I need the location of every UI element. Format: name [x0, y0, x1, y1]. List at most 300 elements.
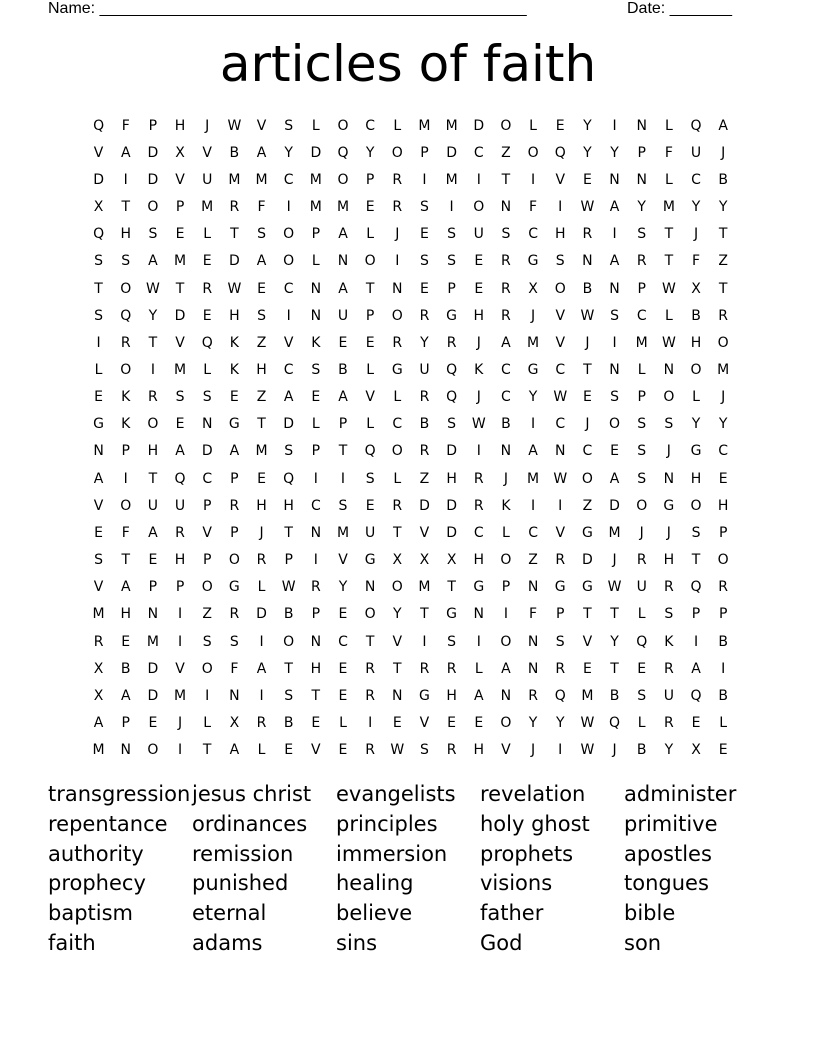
grid-letter: M [527, 470, 540, 487]
grid-letter: W [390, 742, 405, 759]
grid-letter: E [474, 280, 484, 297]
grid-letter: S [447, 633, 457, 650]
grid-letter: S [229, 633, 239, 650]
grid-letter: D [93, 171, 104, 188]
grid-letter: S [447, 253, 457, 270]
grid-letter: S [691, 524, 701, 541]
word-bank-item: authority [48, 841, 144, 866]
word-bank-item: tongues [624, 871, 709, 896]
grid-letter: K [501, 497, 511, 514]
grid-letter: I [205, 687, 210, 704]
grid-letter: X [93, 660, 104, 677]
grid-letter: O [201, 660, 213, 677]
date-field-label: Date: _______ [627, 0, 732, 17]
grid-letter: H [174, 117, 186, 134]
grid-letter: P [121, 443, 130, 460]
grid-letter: Z [419, 470, 430, 487]
grid-letter: F [529, 606, 538, 623]
grid-letter: V [555, 171, 566, 188]
grid-letter: A [528, 443, 538, 460]
grid-letter: Q [609, 715, 621, 732]
grid-letter: W [580, 742, 595, 759]
grid-letter: V [582, 633, 593, 650]
grid-letter: E [718, 742, 728, 759]
grid-letter: S [284, 443, 294, 460]
grid-letter: T [365, 633, 375, 650]
grid-letter: I [313, 552, 318, 569]
grid-letter: N [93, 443, 104, 460]
grid-letter: M [662, 199, 675, 216]
grid-letter: V [501, 742, 511, 759]
grid-letter: E [338, 687, 348, 704]
grid-letter: Q [690, 687, 702, 704]
grid-letter: V [93, 144, 104, 161]
grid-letter: C [283, 361, 294, 378]
word-bank [48, 781, 768, 960]
grid-letter: V [365, 389, 375, 406]
grid-letter: V [202, 524, 212, 541]
word-bank-item: adams [192, 930, 263, 955]
grid-letter: U [147, 497, 159, 514]
grid-letter: R [392, 497, 403, 514]
word-bank-item: punished [192, 871, 289, 896]
grid-letter: N [473, 606, 484, 623]
grid-letter: Q [554, 687, 566, 704]
word-bank-item: holy ghost [480, 811, 590, 836]
grid-letter: A [338, 280, 348, 297]
grid-letter: R [446, 742, 457, 759]
word-bank-item: father [480, 901, 544, 926]
grid-letter: D [609, 497, 620, 514]
grid-letter: M [255, 171, 268, 188]
grid-letter: E [257, 280, 266, 297]
grid-letter: I [286, 199, 291, 216]
grid-letter: H [174, 552, 186, 569]
word-bank-item: visions [480, 871, 553, 896]
grid-letter: D [446, 443, 457, 460]
grid-letter: Y [528, 715, 538, 732]
grid-letter: T [230, 226, 239, 243]
grid-letter: Q [174, 470, 186, 487]
grid-letter: H [120, 606, 131, 623]
grid-letter: L [311, 416, 320, 433]
grid-letter: C [283, 280, 294, 297]
grid-letter: S [284, 687, 294, 704]
grid-letter: T [420, 606, 429, 623]
grid-letter: A [338, 226, 348, 243]
word-bank-item: principles [336, 811, 438, 836]
grid-letter: B [691, 307, 701, 324]
grid-letter: W [580, 199, 595, 216]
grid-letter: E [718, 470, 728, 487]
grid-letter: Y [555, 715, 565, 732]
grid-letter: N [120, 742, 131, 759]
grid-letter: T [583, 606, 592, 623]
grid-letter: R [446, 660, 457, 677]
grid-letter: B [718, 171, 728, 188]
grid-letter: Q [636, 633, 648, 650]
grid-letter: V [419, 524, 430, 541]
grid-letter: P [637, 280, 646, 297]
grid-letter: A [501, 334, 511, 351]
grid-letter: K [311, 334, 321, 351]
grid-letter: V [93, 497, 104, 514]
word-bank-item: prophecy [48, 871, 146, 896]
grid-letter: Y [718, 199, 728, 216]
grid-letter: D [446, 524, 457, 541]
grid-letter: L [664, 171, 673, 188]
grid-letter: J [721, 144, 726, 161]
grid-letter: Y [338, 579, 348, 596]
grid-letter: M [228, 171, 241, 188]
grid-letter: P [311, 606, 321, 623]
grid-letter: R [229, 199, 240, 216]
grid-letter: Y [583, 117, 592, 134]
grid-letter: B [636, 742, 647, 759]
grid-letter: V [555, 334, 566, 351]
grid-letter: G [581, 524, 593, 541]
grid-letter: P [148, 579, 158, 596]
grid-letter: Z [202, 606, 212, 623]
grid-letter: O [554, 280, 566, 297]
grid-letter: O [391, 579, 403, 596]
grid-letter: T [148, 470, 158, 487]
grid-letter: E [610, 443, 619, 460]
grid-letter: J [693, 226, 699, 243]
grid-letter: R [718, 307, 729, 324]
word-bank-item: remission [192, 841, 294, 866]
grid-letter: C [555, 361, 566, 378]
grid-letter: X [419, 552, 430, 569]
grid-letter: Q [201, 334, 213, 351]
grid-letter: D [473, 117, 485, 134]
grid-letter: E [202, 253, 212, 270]
grid-letter: S [94, 307, 104, 324]
grid-letter: N [554, 443, 566, 460]
grid-letter: B [283, 606, 294, 623]
grid-letter: U [636, 579, 647, 596]
grid-letter: W [607, 579, 622, 596]
grid-letter: A [609, 199, 620, 216]
grid-letter: U [174, 497, 186, 514]
grid-letter: D [256, 606, 267, 623]
grid-letter: N [500, 687, 512, 704]
grid-letter: N [636, 171, 647, 188]
grid-letter: S [148, 226, 158, 243]
grid-letter: F [529, 199, 538, 216]
grid-letter: A [691, 660, 701, 677]
grid-letter: U [419, 361, 430, 378]
grid-letter: E [365, 334, 375, 351]
grid-letter: R [555, 552, 566, 569]
grid-letter: E [338, 742, 348, 759]
grid-letter: Z [582, 497, 593, 514]
grid-letter: E [582, 171, 592, 188]
grid-letter: N [310, 524, 322, 541]
grid-letter: E [257, 470, 266, 487]
grid-letter: A [609, 470, 620, 487]
grid-letter: I [286, 307, 291, 324]
grid-letter: E [175, 416, 185, 433]
grid-letter: D [147, 660, 159, 677]
grid-letter: E [582, 660, 592, 677]
grid-letter: H [256, 497, 267, 514]
grid-letter: N [609, 171, 620, 188]
grid-letter: A [148, 524, 158, 541]
header [48, 0, 748, 20]
grid-letter: R [473, 497, 484, 514]
grid-letter: H [229, 307, 240, 324]
grid-letter: J [259, 524, 264, 541]
grid-letter: Y [610, 144, 619, 161]
grid-letter: N [663, 361, 675, 378]
grid-letter: L [94, 361, 103, 378]
grid-letter: H [446, 470, 457, 487]
grid-letter: T [718, 280, 728, 297]
grid-letter: G [228, 579, 240, 596]
grid-letter: G [228, 416, 240, 433]
grid-letter: B [338, 361, 348, 378]
grid-letter: Q [93, 226, 105, 243]
grid-letter: C [283, 171, 294, 188]
grid-letter: T [447, 579, 456, 596]
grid-letter: N [663, 470, 675, 487]
grid-letter: X [93, 687, 104, 704]
grid-letter: J [177, 715, 183, 732]
grid-letter: E [474, 715, 484, 732]
grid-letter: H [310, 660, 322, 677]
grid-letter: W [145, 280, 160, 297]
grid-letter: B [229, 144, 240, 161]
grid-letter: I [313, 470, 318, 487]
grid-letter: A [120, 144, 131, 161]
grid-letter: B [582, 280, 593, 297]
grid-letter: L [311, 117, 320, 134]
grid-letter: P [230, 524, 239, 541]
grid-letter: Y [284, 144, 293, 161]
grid-letter: A [256, 144, 267, 161]
grid-letter: X [691, 280, 701, 297]
grid-letter: Y [420, 334, 429, 351]
grid-letter: B [609, 687, 620, 704]
grid-letter: F [230, 660, 239, 677]
word-bank-item: bible [624, 901, 676, 926]
grid-letter: E [420, 226, 429, 243]
grid-letter: Q [283, 470, 295, 487]
grid-letter: M [255, 443, 268, 460]
word-bank-item: evangelists [336, 782, 456, 806]
grid-letter: O [391, 307, 403, 324]
grid-letter: U [365, 524, 376, 541]
grid-letter: H [147, 443, 159, 460]
grid-letter: Y [691, 199, 701, 216]
grid-letter: R [229, 497, 240, 514]
grid-letter: H [473, 742, 485, 759]
grid-letter: L [637, 606, 646, 623]
grid-letter: A [148, 253, 158, 270]
grid-letter: S [202, 389, 212, 406]
grid-letter: M [146, 633, 159, 650]
grid-letter: L [692, 389, 700, 406]
grid-letter: T [284, 524, 293, 541]
grid-letter: H [554, 226, 566, 243]
grid-letter: Y [718, 416, 728, 433]
grid-letter: H [690, 334, 702, 351]
grid-letter: T [691, 552, 701, 569]
grid-letter: Z [256, 389, 267, 406]
grid-letter: W [580, 307, 595, 324]
grid-letter: S [338, 497, 348, 514]
grid-letter: M [445, 171, 458, 188]
grid-letter: N [392, 280, 403, 297]
grid-letter: A [338, 389, 348, 406]
grid-letter: B [501, 416, 511, 433]
grid-letter: R [582, 226, 593, 243]
grid-letter: R [148, 389, 158, 406]
grid-letter: N [310, 633, 322, 650]
grid-letter: J [503, 470, 508, 487]
grid-letter: L [366, 416, 375, 433]
grid-letter: A [120, 687, 131, 704]
grid-letter: C [718, 443, 729, 460]
grid-letter: R [419, 443, 430, 460]
grid-letter: D [310, 144, 322, 161]
grid-letter: X [229, 715, 240, 732]
grid-letter: B [718, 687, 728, 704]
grid-letter: M [201, 199, 214, 216]
grid-letter: M [174, 253, 187, 270]
grid-letter: R [120, 334, 131, 351]
grid-letter: R [663, 579, 674, 596]
grid-letter: D [201, 443, 213, 460]
grid-letter: Q [93, 117, 105, 134]
grid-letter: N [310, 307, 322, 324]
word-bank-item: believe [336, 901, 413, 926]
grid-letter: H [473, 552, 485, 569]
grid-letter: T [338, 443, 348, 460]
grid-letter: F [664, 144, 673, 161]
grid-letter: V [175, 334, 185, 351]
grid-letter: R [229, 606, 240, 623]
grid-letter: V [555, 307, 566, 324]
word-bank-item: faith [48, 930, 96, 955]
grid-letter: C [501, 389, 511, 406]
grid-letter: Y [148, 307, 158, 324]
grid-letter: N [582, 253, 593, 270]
grid-letter: O [636, 497, 648, 514]
grid-letter: Y [528, 389, 538, 406]
grid-letter: N [310, 280, 322, 297]
grid-letter: S [420, 253, 429, 270]
grid-letter: M [527, 334, 540, 351]
grid-letter: P [718, 524, 728, 541]
grid-letter: X [528, 280, 538, 297]
grid-letter: P [365, 171, 375, 188]
grid-letter: O [283, 633, 295, 650]
grid-letter: N [201, 416, 213, 433]
grid-letter: E [311, 389, 321, 406]
word-bank-item: healing [336, 871, 414, 896]
grid-letter: L [311, 253, 320, 270]
grid-letter: S [420, 199, 429, 216]
grid-letter: X [446, 552, 457, 569]
grid-letter: C [392, 416, 403, 433]
grid-letter: T [202, 742, 212, 759]
grid-letter: T [393, 660, 402, 677]
grid-letter: P [691, 606, 701, 623]
grid-letter: Y [610, 633, 619, 650]
grid-letter: W [553, 389, 568, 406]
grid-letter: E [94, 524, 103, 541]
grid-letter: J [612, 552, 617, 569]
grid-letter: Y [691, 416, 701, 433]
grid-letter: G [446, 307, 458, 324]
grid-letter: J [666, 524, 671, 541]
grid-letter: C [202, 470, 213, 487]
grid-letter: N [609, 280, 620, 297]
grid-letter: S [610, 389, 619, 406]
grid-letter: O [228, 552, 240, 569]
grid-letter: M [309, 199, 322, 216]
grid-letter: N [527, 579, 539, 596]
grid-letter: F [257, 199, 266, 216]
grid-letter: Y [583, 144, 592, 161]
grid-letter: X [392, 552, 403, 569]
grid-letter: A [256, 660, 267, 677]
grid-letter: P [202, 552, 212, 569]
grid-letter: Q [446, 361, 458, 378]
grid-letter: C [528, 524, 538, 541]
grid-letter: R [419, 389, 430, 406]
grid-letter: R [636, 552, 647, 569]
grid-letter: P [338, 416, 348, 433]
grid-letter: S [664, 606, 674, 623]
grid-letter: O [473, 199, 485, 216]
grid-letter: R [528, 687, 538, 704]
grid-letter: W [661, 334, 676, 351]
grid-letter: R [555, 660, 566, 677]
grid-letter: N [636, 117, 647, 134]
grid-letter: V [419, 715, 430, 732]
letter-grid [85, 112, 737, 764]
grid-letter: C [365, 117, 376, 134]
grid-letter: G [446, 606, 458, 623]
grid-letter: N [147, 606, 159, 623]
grid-letter: I [449, 199, 454, 216]
grid-letter: R [256, 552, 267, 569]
grid-letter: O [717, 334, 729, 351]
grid-letter: E [338, 334, 348, 351]
grid-letter: G [527, 361, 539, 378]
grid-letter: M [418, 117, 431, 134]
grid-letter: C [636, 307, 647, 324]
grid-letter: T [284, 660, 293, 677]
grid-letter: R [392, 171, 403, 188]
grid-letter: O [364, 606, 376, 623]
grid-letter: D [283, 416, 295, 433]
grid-letter: G [473, 579, 485, 596]
grid-letter: M [717, 361, 730, 378]
grid-letter: T [257, 416, 266, 433]
grid-letter: M [635, 334, 648, 351]
grid-letter: V [175, 171, 185, 188]
grid-letter: V [175, 660, 185, 677]
grid-letter: X [175, 144, 185, 161]
word-bank-item: God [480, 930, 523, 955]
grid-letter: L [664, 117, 673, 134]
grid-letter: J [476, 389, 481, 406]
grid-letter: I [340, 470, 346, 487]
